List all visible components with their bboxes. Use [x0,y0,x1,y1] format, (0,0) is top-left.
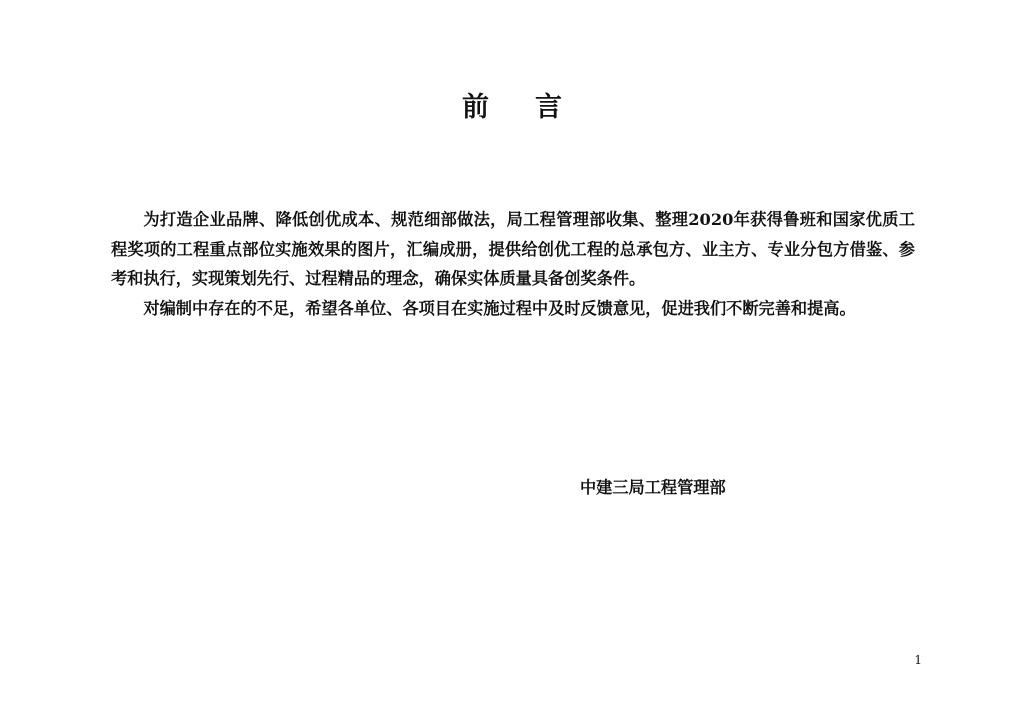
page-number: 1 [914,653,922,667]
page-title: 前言 [462,92,608,123]
signature: 中建三局工程管理部 [580,478,726,497]
preface-paragraph-1: 为打造企业品牌、降低创优成本、规范细部做法，局工程管理部收集、整理2020年获得鲁班和国家优质工程奖项的工程重点部位实施效果的图片，汇编成册，提供给创优工程的总承包方、业主方、专业分包方借鉴、参考和执行，实现策划先行、过程精品的理念，确保实体质量具备创奖条件。 [111,210,915,288]
preface-paragraph-2: 对编制中存在的不足，希望各单位、各项目在实施过程中及时反馈意见，促进我们不断完善和提高。 [143,298,856,318]
preface-body [111,205,915,323]
